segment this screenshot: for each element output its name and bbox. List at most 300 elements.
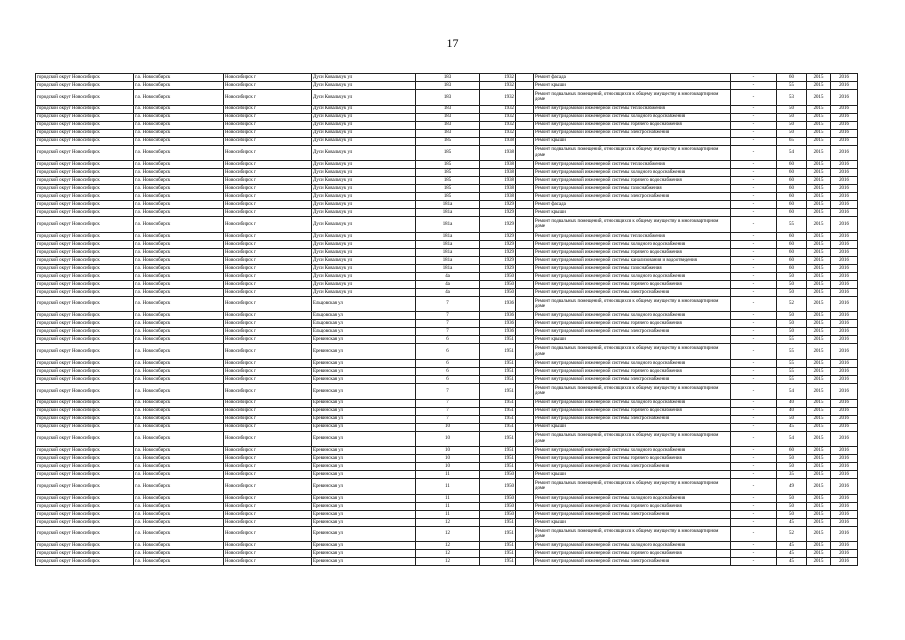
city-cell: Новосибирск г [224, 272, 312, 280]
district-cell: городской округ Новосибирск [36, 121, 134, 129]
year-from-cell: 2015 [807, 121, 831, 129]
year-to-cell: 2016 [831, 240, 858, 248]
table-row [36, 217, 858, 233]
wear-percent-cell: 60 [777, 240, 807, 248]
district-cell: городской округ Новосибирск [36, 375, 134, 383]
year-built-cell: 1951 [480, 558, 516, 566]
table-row [36, 526, 858, 542]
city-cell: Новосибирск г [224, 240, 312, 248]
dash-cell: - [731, 320, 777, 328]
year-built-cell: 1936 [480, 312, 516, 320]
wear-percent-cell: 60 [777, 256, 807, 264]
street-cell: Еревинская ул [312, 502, 416, 510]
blank-cell [516, 510, 534, 518]
municipality-cell: г.о. Новосибирск [134, 407, 224, 415]
work-type-cell: Ремонт крыши [534, 82, 731, 90]
wear-percent-cell: 55 [777, 344, 807, 360]
district-cell: городской округ Новосибирск [36, 82, 134, 90]
year-from-cell: 2015 [807, 518, 831, 526]
table-row [36, 137, 858, 145]
table-row [36, 113, 858, 121]
street-cell: Еревинская ул [312, 550, 416, 558]
table-row [36, 185, 858, 193]
blank-cell [516, 399, 534, 407]
table-row [36, 431, 858, 447]
wear-percent-cell: 55 [777, 336, 807, 344]
city-cell: Новосибирск г [224, 129, 312, 137]
blank-cell [516, 145, 534, 161]
municipality-cell: г.о. Новосибирск [134, 169, 224, 177]
city-cell: Новосибирск г [224, 105, 312, 113]
year-to-cell: 2016 [831, 502, 858, 510]
municipality-cell: г.о. Новосибирск [134, 526, 224, 542]
city-cell: Новосибирск г [224, 502, 312, 510]
street-cell: Дуси Ковальчук ул [312, 232, 416, 240]
work-type-cell: Ремонт внутридомовой инженерной системы горячего водоснабжения [534, 121, 731, 129]
house-number-cell: 183 [416, 74, 480, 82]
district-cell: городской округ Новосибирск [36, 312, 134, 320]
street-cell: Дуси Ковальчук ул [312, 272, 416, 280]
table-row [36, 455, 858, 463]
dash-cell: - [731, 502, 777, 510]
year-built-cell: 1951 [480, 407, 516, 415]
year-to-cell: 2016 [831, 455, 858, 463]
work-type-cell: Ремонт внутридомовой инженерной системы электроснабжения [534, 288, 731, 296]
year-from-cell: 2015 [807, 423, 831, 431]
municipality-cell: г.о. Новосибирск [134, 542, 224, 550]
district-cell: городской округ Новосибирск [36, 264, 134, 272]
wear-percent-cell: 50 [777, 129, 807, 137]
dash-cell: - [731, 161, 777, 169]
municipality-cell: г.о. Новосибирск [134, 256, 224, 264]
year-built-cell: 1950 [480, 280, 516, 288]
wear-percent-cell: 45 [777, 518, 807, 526]
table-row [36, 328, 858, 336]
dash-cell: - [731, 510, 777, 518]
table-row [36, 312, 858, 320]
wear-percent-cell: 50 [777, 320, 807, 328]
street-cell: Дуси Ковальчук ул [312, 193, 416, 201]
year-built-cell: 1951 [480, 383, 516, 399]
work-type-cell: Ремонт внутридомовой инженерной системы горячего водоснабжения [534, 455, 731, 463]
work-type-cell: Ремонт подвальных помещений, относящихся к общему имуществу в многоквартирном доме [534, 383, 731, 399]
city-cell: Новосибирск г [224, 375, 312, 383]
year-from-cell: 2015 [807, 407, 831, 415]
year-to-cell: 2016 [831, 90, 858, 106]
dash-cell: - [731, 494, 777, 502]
district-cell: городской округ Новосибирск [36, 129, 134, 137]
district-cell: городской округ Новосибирск [36, 518, 134, 526]
year-built-cell: 1938 [480, 137, 516, 145]
district-cell: городской округ Новосибирск [36, 296, 134, 312]
municipality-cell: г.о. Новосибирск [134, 280, 224, 288]
city-cell: Новосибирск г [224, 185, 312, 193]
house-number-cell: 181а [416, 264, 480, 272]
year-to-cell: 2016 [831, 169, 858, 177]
wear-percent-cell: 50 [777, 105, 807, 113]
house-number-cell: 11 [416, 479, 480, 495]
work-type-cell: Ремонт подвальных помещений, относящихся к общему имуществу в многоквартирном доме [534, 217, 731, 233]
year-to-cell: 2016 [831, 296, 858, 312]
work-type-cell: Ремонт внутридомовой инженерной системы теплоснабжения [534, 161, 731, 169]
dash-cell: - [731, 105, 777, 113]
district-cell: городской округ Новосибирск [36, 550, 134, 558]
municipality-cell: г.о. Новосибирск [134, 272, 224, 280]
year-from-cell: 2015 [807, 447, 831, 455]
year-to-cell: 2016 [831, 407, 858, 415]
year-from-cell: 2015 [807, 105, 831, 113]
table-row [36, 367, 858, 375]
house-number-cell: 183 [416, 113, 480, 121]
street-cell: Дуси Ковальчук ул [312, 201, 416, 209]
year-built-cell: 1951 [480, 359, 516, 367]
dash-cell: - [731, 518, 777, 526]
year-built-cell: 1951 [480, 423, 516, 431]
year-from-cell: 2015 [807, 455, 831, 463]
wear-percent-cell: 50 [777, 494, 807, 502]
table-row [36, 209, 858, 217]
year-from-cell: 2015 [807, 320, 831, 328]
table-row [36, 407, 858, 415]
year-from-cell: 2015 [807, 328, 831, 336]
blank-cell [516, 463, 534, 471]
wear-percent-cell: 50 [777, 463, 807, 471]
table-row [36, 90, 858, 106]
capital-repair-table [35, 73, 858, 566]
blank-cell [516, 185, 534, 193]
municipality-cell: г.о. Новосибирск [134, 479, 224, 495]
blank-cell [516, 169, 534, 177]
street-cell: Дуси Ковальчук ул [312, 129, 416, 137]
city-cell: Новосибирск г [224, 137, 312, 145]
municipality-cell: г.о. Новосибирск [134, 471, 224, 479]
year-built-cell: 1938 [480, 185, 516, 193]
municipality-cell: г.о. Новосибирск [134, 359, 224, 367]
municipality-cell: г.о. Новосибирск [134, 502, 224, 510]
municipality-cell: г.о. Новосибирск [134, 264, 224, 272]
dash-cell: - [731, 121, 777, 129]
district-cell: городской округ Новосибирск [36, 272, 134, 280]
year-from-cell: 2015 [807, 240, 831, 248]
year-built-cell: 1950 [480, 494, 516, 502]
year-built-cell: 1929 [480, 248, 516, 256]
municipality-cell: г.о. Новосибирск [134, 320, 224, 328]
wear-percent-cell: 50 [777, 121, 807, 129]
dash-cell: - [731, 558, 777, 566]
house-number-cell: 185 [416, 137, 480, 145]
street-cell: Еревинская ул [312, 479, 416, 495]
street-cell: Ельцовская ул [312, 312, 416, 320]
year-from-cell: 2015 [807, 217, 831, 233]
work-type-cell: Ремонт внутридомовой инженерной системы холодного водоснабжения [534, 113, 731, 121]
city-cell: Новосибирск г [224, 201, 312, 209]
wear-percent-cell: 60 [777, 185, 807, 193]
year-built-cell: 1929 [480, 209, 516, 217]
year-to-cell: 2016 [831, 264, 858, 272]
district-cell: городской округ Новосибирск [36, 177, 134, 185]
work-type-cell: Ремонт крыши [534, 209, 731, 217]
year-to-cell: 2016 [831, 510, 858, 518]
year-to-cell: 2016 [831, 423, 858, 431]
city-cell: Новосибирск г [224, 288, 312, 296]
year-from-cell: 2015 [807, 375, 831, 383]
work-type-cell: Ремонт крыши [534, 471, 731, 479]
street-cell: Еревинская ул [312, 336, 416, 344]
year-built-cell: 1932 [480, 129, 516, 137]
blank-cell [516, 336, 534, 344]
district-cell: городской округ Новосибирск [36, 471, 134, 479]
city-cell: Новосибирск г [224, 510, 312, 518]
wear-percent-cell: 60 [777, 264, 807, 272]
year-from-cell: 2015 [807, 82, 831, 90]
work-type-cell: Ремонт внутридомовой инженерной системы горячего водоснабжения [534, 502, 731, 510]
work-type-cell: Ремонт внутридомовой инженерной системы электроснабжения [534, 193, 731, 201]
street-cell: Дуси Ковальчук ул [312, 121, 416, 129]
work-type-cell: Ремонт внутридомовой инженерной системы электроснабжения [534, 328, 731, 336]
year-to-cell: 2016 [831, 558, 858, 566]
dash-cell: - [731, 415, 777, 423]
blank-cell [516, 113, 534, 121]
house-number-cell: 7 [416, 320, 480, 328]
year-to-cell: 2016 [831, 431, 858, 447]
year-from-cell: 2015 [807, 209, 831, 217]
house-number-cell: 181а [416, 232, 480, 240]
year-from-cell: 2015 [807, 431, 831, 447]
house-number-cell: 10 [416, 455, 480, 463]
dash-cell: - [731, 74, 777, 82]
district-cell: городской округ Новосибирск [36, 359, 134, 367]
work-type-cell: Ремонт внутридомовой инженерной системы холодного водоснабжения [534, 399, 731, 407]
work-type-cell: Ремонт внутридомовой инженерной системы электроснабжения [534, 129, 731, 137]
work-type-cell: Ремонт внутридомовой инженерной системы холодного водоснабжения [534, 447, 731, 455]
dash-cell: - [731, 423, 777, 431]
year-built-cell: 1950 [480, 272, 516, 280]
district-cell: городской округ Новосибирск [36, 526, 134, 542]
dash-cell: - [731, 383, 777, 399]
municipality-cell: г.о. Новосибирск [134, 336, 224, 344]
street-cell: Еревинская ул [312, 455, 416, 463]
year-built-cell: 1950 [480, 510, 516, 518]
city-cell: Новосибирск г [224, 280, 312, 288]
work-type-cell: Ремонт внутридомовой инженерной системы газоснабжения [534, 185, 731, 193]
year-built-cell: 1936 [480, 296, 516, 312]
house-number-cell: 6 [416, 367, 480, 375]
city-cell: Новосибирск г [224, 209, 312, 217]
work-type-cell: Ремонт внутридомовой инженерной системы горячего водоснабжения [534, 280, 731, 288]
blank-cell [516, 264, 534, 272]
dash-cell: - [731, 169, 777, 177]
work-type-cell: Ремонт крыши [534, 423, 731, 431]
municipality-cell: г.о. Новосибирск [134, 137, 224, 145]
year-to-cell: 2016 [831, 526, 858, 542]
year-from-cell: 2015 [807, 510, 831, 518]
district-cell: городской округ Новосибирск [36, 463, 134, 471]
wear-percent-cell: 50 [777, 502, 807, 510]
municipality-cell: г.о. Новосибирск [134, 510, 224, 518]
wear-percent-cell: 60 [777, 447, 807, 455]
district-cell: городской округ Новосибирск [36, 494, 134, 502]
dash-cell: - [731, 463, 777, 471]
house-number-cell: 181а [416, 248, 480, 256]
city-cell: Новосибирск г [224, 399, 312, 407]
year-to-cell: 2016 [831, 121, 858, 129]
district-cell: городской округ Новосибирск [36, 193, 134, 201]
blank-cell [516, 74, 534, 82]
street-cell: Дуси Ковальчук ул [312, 90, 416, 106]
dash-cell: - [731, 240, 777, 248]
house-number-cell: 183 [416, 82, 480, 90]
house-number-cell: 11 [416, 494, 480, 502]
wear-percent-cell: 45 [777, 542, 807, 550]
year-from-cell: 2015 [807, 74, 831, 82]
house-number-cell: 183 [416, 121, 480, 129]
district-cell: городской округ Новосибирск [36, 74, 134, 82]
year-from-cell: 2015 [807, 336, 831, 344]
municipality-cell: г.о. Новосибирск [134, 113, 224, 121]
work-type-cell: Ремонт подвальных помещений, относящихся к общему имуществу в многоквартирном доме [534, 479, 731, 495]
year-to-cell: 2016 [831, 471, 858, 479]
work-type-cell: Ремонт крыши [534, 137, 731, 145]
city-cell: Новосибирск г [224, 407, 312, 415]
work-type-cell: Ремонт внутридомовой инженерной системы горячего водоснабжения [534, 320, 731, 328]
work-type-cell: Ремонт подвальных помещений, относящихся к общему имуществу в многоквартирном доме [534, 296, 731, 312]
page-number: 17 [446, 36, 459, 50]
year-to-cell: 2016 [831, 129, 858, 137]
table-row [36, 248, 858, 256]
year-built-cell: 1932 [480, 121, 516, 129]
municipality-cell: г.о. Новосибирск [134, 312, 224, 320]
street-cell: Дуси Ковальчук ул [312, 256, 416, 264]
year-built-cell: 1951 [480, 550, 516, 558]
house-number-cell: 183 [416, 90, 480, 106]
table-row [36, 82, 858, 90]
wear-percent-cell: 50 [777, 312, 807, 320]
house-number-cell: 7 [416, 399, 480, 407]
blank-cell [516, 177, 534, 185]
municipality-cell: г.о. Новосибирск [134, 328, 224, 336]
house-number-cell: 7 [416, 312, 480, 320]
year-to-cell: 2016 [831, 74, 858, 82]
street-cell: Еревинская ул [312, 510, 416, 518]
district-cell: городской округ Новосибирск [36, 383, 134, 399]
blank-cell [516, 494, 534, 502]
year-from-cell: 2015 [807, 550, 831, 558]
municipality-cell: г.о. Новосибирск [134, 145, 224, 161]
street-cell: Еревинская ул [312, 407, 416, 415]
year-built-cell: 1951 [480, 344, 516, 360]
year-built-cell: 1938 [480, 177, 516, 185]
wear-percent-cell: 50 [777, 455, 807, 463]
blank-cell [516, 320, 534, 328]
district-cell: городской округ Новосибирск [36, 217, 134, 233]
wear-percent-cell: 35 [777, 471, 807, 479]
street-cell: Еревинская ул [312, 463, 416, 471]
dash-cell: - [731, 177, 777, 185]
municipality-cell: г.о. Новосибирск [134, 344, 224, 360]
street-cell: Еревинская ул [312, 558, 416, 566]
table-row [36, 272, 858, 280]
work-type-cell: Ремонт внутридомовой инженерной системы горячего водоснабжения [534, 248, 731, 256]
municipality-cell: г.о. Новосибирск [134, 185, 224, 193]
district-cell: городской округ Новосибирск [36, 415, 134, 423]
municipality-cell: г.о. Новосибирск [134, 423, 224, 431]
municipality-cell: г.о. Новосибирск [134, 201, 224, 209]
blank-cell [516, 193, 534, 201]
street-cell: Еревинская ул [312, 367, 416, 375]
municipality-cell: г.о. Новосибирск [134, 193, 224, 201]
house-number-cell: 10 [416, 431, 480, 447]
city-cell: Новосибирск г [224, 90, 312, 106]
house-number-cell: 185 [416, 185, 480, 193]
year-built-cell: 1951 [480, 455, 516, 463]
city-cell: Новосибирск г [224, 542, 312, 550]
street-cell: Дуси Ковальчук ул [312, 105, 416, 113]
house-number-cell: 12 [416, 558, 480, 566]
work-type-cell: Ремонт внутридомовой инженерной системы горячего водоснабжения [534, 550, 731, 558]
year-built-cell: 1951 [480, 518, 516, 526]
table-row [36, 518, 858, 526]
table-row [36, 264, 858, 272]
city-cell: Новосибирск г [224, 518, 312, 526]
street-cell: Дуси Ковальчук ул [312, 161, 416, 169]
municipality-cell: г.о. Новосибирск [134, 375, 224, 383]
year-built-cell: 1951 [480, 526, 516, 542]
wear-percent-cell: 50 [777, 415, 807, 423]
table-row [36, 479, 858, 495]
dash-cell: - [731, 431, 777, 447]
year-to-cell: 2016 [831, 82, 858, 90]
blank-cell [516, 455, 534, 463]
wear-percent-cell: 53 [777, 90, 807, 106]
year-from-cell: 2015 [807, 137, 831, 145]
table-row [36, 129, 858, 137]
district-cell: городской округ Новосибирск [36, 399, 134, 407]
blank-cell [516, 312, 534, 320]
street-cell: Дуси Ковальчук ул [312, 240, 416, 248]
year-from-cell: 2015 [807, 359, 831, 367]
blank-cell [516, 344, 534, 360]
table-row [36, 558, 858, 566]
wear-percent-cell: 50 [777, 328, 807, 336]
year-built-cell: 1932 [480, 74, 516, 82]
wear-percent-cell: 55 [777, 367, 807, 375]
street-cell: Дуси Ковальчук ул [312, 248, 416, 256]
year-to-cell: 2016 [831, 383, 858, 399]
dash-cell: - [731, 288, 777, 296]
wear-percent-cell: 40 [777, 407, 807, 415]
district-cell: городской округ Новосибирск [36, 502, 134, 510]
street-cell: Еревинская ул [312, 423, 416, 431]
blank-cell [516, 359, 534, 367]
dash-cell: - [731, 550, 777, 558]
year-from-cell: 2015 [807, 113, 831, 121]
wear-percent-cell: 60 [777, 169, 807, 177]
year-from-cell: 2015 [807, 248, 831, 256]
year-to-cell: 2016 [831, 542, 858, 550]
wear-percent-cell: 54 [777, 431, 807, 447]
year-from-cell: 2015 [807, 415, 831, 423]
year-to-cell: 2016 [831, 137, 858, 145]
house-number-cell: 183 [416, 129, 480, 137]
table-row [36, 193, 858, 201]
table-row [36, 542, 858, 550]
blank-cell [516, 288, 534, 296]
table-row [36, 74, 858, 82]
city-cell: Новосибирск г [224, 312, 312, 320]
municipality-cell: г.о. Новосибирск [134, 447, 224, 455]
table-row [36, 288, 858, 296]
wear-percent-cell: 50 [777, 113, 807, 121]
